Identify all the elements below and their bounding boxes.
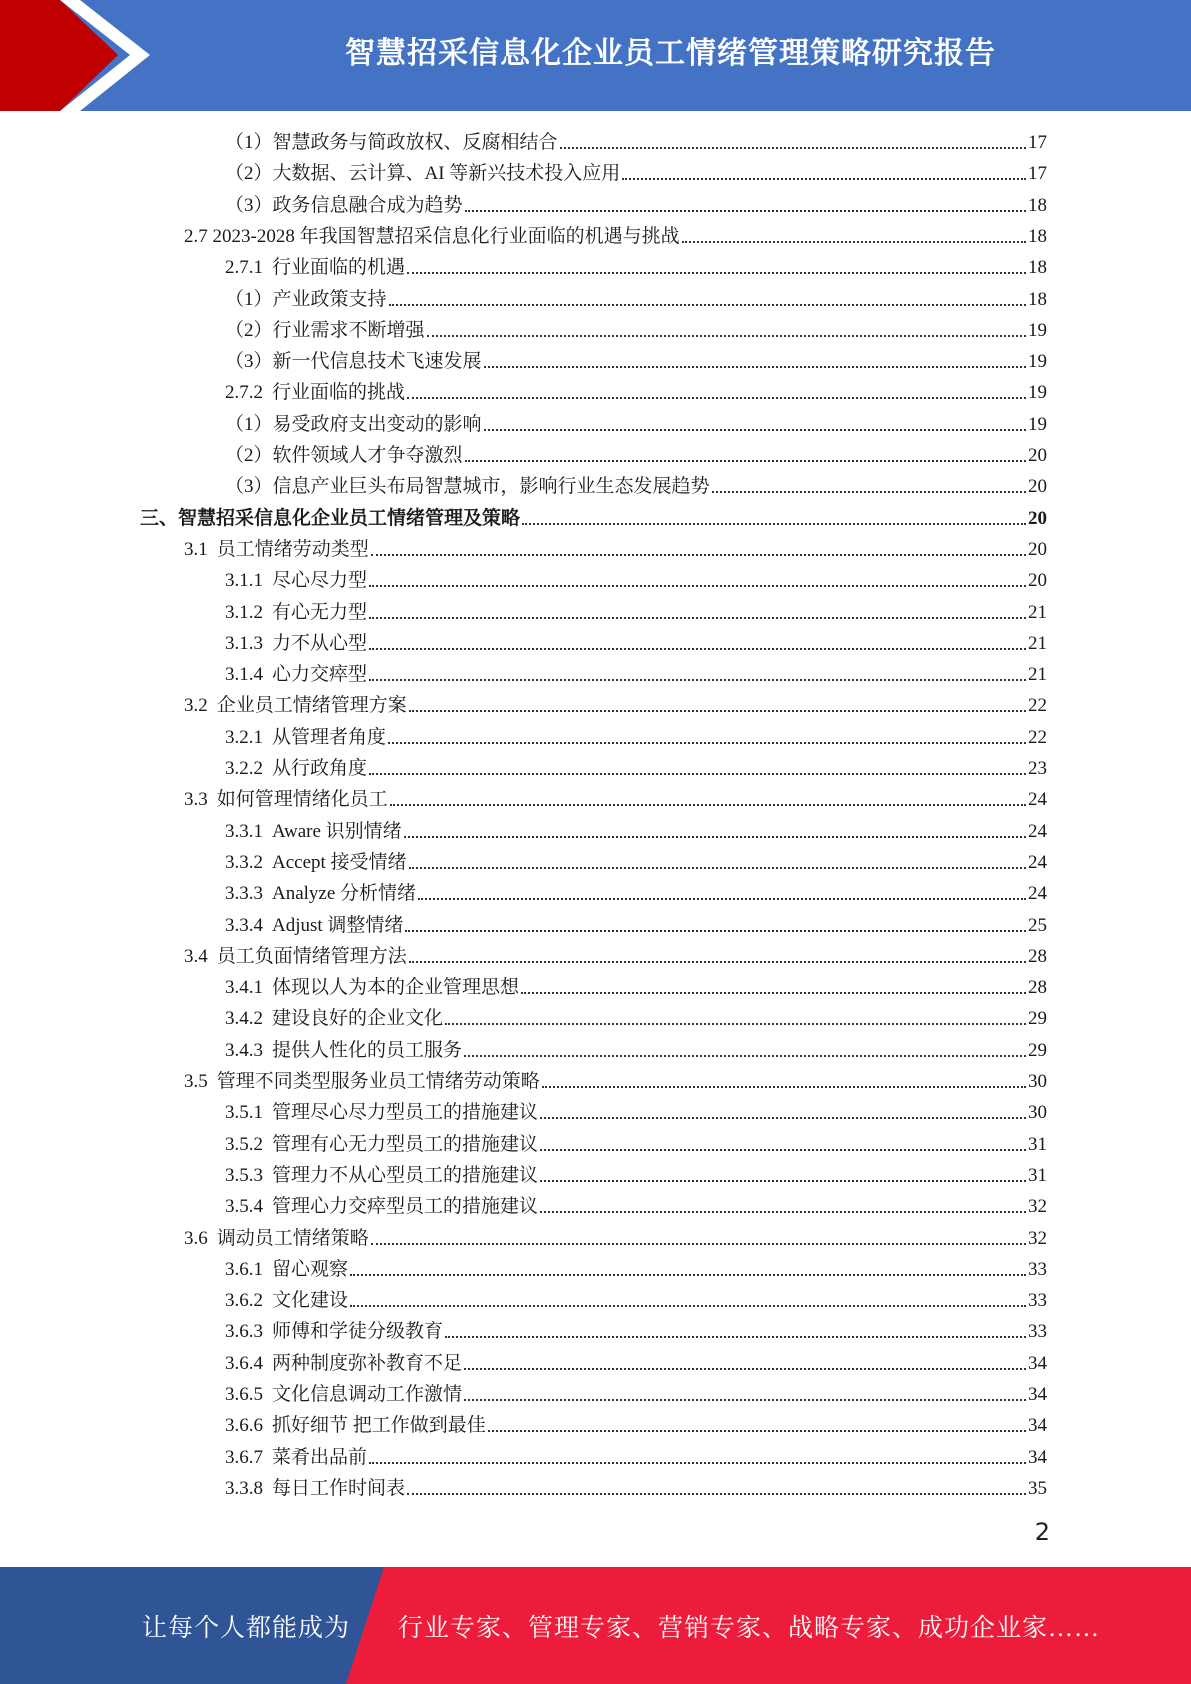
toc-entry[interactable] [184,1223,1047,1254]
toc-entry-page: 20 [1028,445,1047,466]
toc-entry-title: 管理有心无力型员工的措施建议 [272,1133,539,1155]
toc-entry-page: 25 [1028,914,1047,936]
toc-entry-title: 员工情绪劳动类型 [216,538,369,560]
toc-entry[interactable] [225,1285,1047,1316]
toc-entry-page: 33 [1028,1321,1047,1343]
toc-entry-page: 29 [1028,1039,1047,1061]
toc-entry-title: （3）信息产业巨头布局智慧城市，影响行业生态发展趋势 [225,476,710,498]
toc-entry-title: 管理尽心尽力型员工的措施建议 [272,1102,539,1124]
toc-dot-leader [540,1179,1026,1182]
toc-entry-title: 管理心力交瘁型员工的措施建议 [272,1196,539,1218]
toc-entry[interactable] [225,1410,1047,1441]
toc-dot-leader [407,396,1026,399]
toc-entry-title: （2）行业需求不断增强 [225,319,425,341]
toc-entry[interactable] [225,158,1047,189]
toc-dot-leader [445,1335,1026,1338]
toc-entry-title: 行业面临的机遇 [272,257,406,279]
toc-entry-title: 心力交瘁型 [272,664,368,686]
toc-entry[interactable] [225,1035,1047,1066]
toc-entry-title: 菜肴出品前 [272,1446,368,1468]
toc-dot-leader [560,146,1026,149]
toc-entry-title: 文化建设 [272,1290,349,1312]
toc-entry-page: 23 [1028,758,1047,779]
toc-entry-title: 管理力不从心型员工的措施建议 [272,1164,539,1186]
toc-entry-title: 2.7 2023-2028 年我国智慧招采信息化行业面临的机遇与挑战 [184,225,680,247]
toc-entry-page: 24 [1028,789,1047,811]
toc-entry-page: 31 [1028,1133,1047,1155]
toc-dot-leader [521,991,1026,994]
toc-entry-number: 3.4.1 [225,977,263,999]
toc-entry-title: （3）新一代信息技术飞速发展 [225,351,482,373]
toc-dot-leader [484,428,1026,431]
page-number: 2 [1034,1518,1050,1546]
toc-entry-number: 3.1.3 [225,632,263,654]
toc-entry[interactable] [225,847,1047,878]
toc-entry-page: 29 [1028,1008,1047,1030]
toc-dot-leader [540,1148,1026,1151]
toc-entry[interactable] [225,722,1047,753]
toc-dot-leader [369,647,1026,650]
toc-entry-page: 18 [1028,225,1047,247]
toc-entry-number: 3.1.4 [225,664,263,686]
toc-entry-page: 20 [1028,476,1047,498]
toc-entry[interactable] [225,972,1047,1003]
toc-dot-leader [427,334,1026,337]
toc-entry-page: 32 [1028,1227,1047,1249]
toc-dot-leader [407,271,1026,274]
toc-entry-title: 尽心尽力型 [272,570,368,592]
toc-dot-leader [405,929,1026,932]
toc-entry-page: 17 [1028,163,1047,185]
toc-entry[interactable] [225,1442,1047,1473]
toc-entry-number: 3.5 [184,1071,208,1092]
toc-entry-title: 每日工作时间表 [272,1477,406,1499]
toc-entry-title: Adjust 调整情绪 [272,914,404,936]
toc-entry-number: 3.1 [184,538,208,560]
toc-entry-number: 3.4.2 [225,1008,263,1030]
toc-entry[interactable] [225,346,1047,377]
toc-entry-page: 30 [1028,1102,1047,1124]
toc-entry[interactable] [225,1473,1047,1504]
toc-entry-page: 24 [1028,851,1047,873]
toc-entry[interactable] [225,565,1047,596]
toc-entry-page: 20 [1028,507,1047,529]
toc-dot-leader [465,209,1026,212]
toc-entry-title: 两种制度弥补教育不足 [272,1352,463,1374]
toc-entry[interactable] [225,1254,1047,1285]
toc-entry[interactable] [225,597,1047,628]
toc-dot-leader [388,741,1026,744]
toc-entry-page: 21 [1028,632,1047,654]
toc-entry-number: 3.1.1 [225,570,263,592]
toc-entry-title: 管理不同类型服务业员工情绪劳动策略 [216,1071,540,1092]
toc-entry[interactable] [225,910,1047,941]
toc-entry-number: 3.5.3 [225,1164,263,1186]
toc-dot-leader [369,584,1026,587]
toc-entry[interactable] [225,315,1047,346]
toc-dot-leader [464,1367,1026,1370]
toc-entry-title: Analyze 分析情绪 [272,883,417,905]
toc-entry[interactable] [225,1003,1047,1034]
toc-entry[interactable] [225,628,1047,659]
toc-entry-title: Aware 识别情绪 [272,820,402,842]
toc-entry[interactable] [225,252,1047,283]
toc-entry-page: 18 [1028,257,1047,279]
toc-dot-leader [540,1210,1026,1213]
toc-entry-title: 从管理者角度 [272,726,387,748]
toc-dot-leader [369,678,1026,681]
toc-entry[interactable] [225,1316,1047,1347]
toc-entry-title: Accept 接受情绪 [272,851,407,873]
toc-entry[interactable] [184,1066,1047,1097]
toc-entry-number: 3.3.2 [225,851,263,873]
toc-entry-page: 35 [1028,1477,1047,1499]
toc-entry-title: 从行政角度 [272,758,368,779]
toc-entry-page: 21 [1028,601,1047,623]
toc-entry-page: 19 [1028,413,1047,435]
toc-entry-page: 19 [1028,319,1047,341]
toc-entry-page: 32 [1028,1196,1047,1218]
toc-entry-page: 20 [1028,538,1047,560]
toc-entry-title: 留心观察 [272,1258,349,1280]
toc-entry-title: 师傅和学徒分级教育 [272,1321,444,1343]
toc-entry[interactable] [225,471,1047,502]
toc-entry-page: 34 [1028,1415,1047,1437]
toc-entry-page: 19 [1028,351,1047,373]
toc-dot-leader [350,1304,1026,1307]
toc-entry-page: 30 [1028,1071,1047,1092]
header-chevron-graphic [0,0,160,111]
toc-entry-page: 33 [1028,1290,1047,1312]
toc-entry-title: 三、智慧招采信息化企业员工情绪管理及策略 [140,507,521,529]
toc-dot-leader [488,1429,1026,1432]
toc-entry-page: 34 [1028,1446,1047,1468]
toc-dot-leader [464,1054,1026,1057]
toc-entry-number: 3.6.7 [225,1446,263,1468]
report-title: 智慧招采信息化企业员工情绪管理策略研究报告 [345,36,996,71]
toc-entry-title: （3）政务信息融合成为趋势 [225,194,463,216]
toc-entry-title: 如何管理情绪化员工 [216,789,388,811]
toc-dot-leader [542,1085,1026,1088]
toc-entry[interactable] [225,284,1047,315]
toc-entry[interactable] [225,1348,1047,1379]
toc-dot-leader [409,960,1026,963]
toc-entry-page: 34 [1028,1352,1047,1374]
toc-dot-leader [350,1273,1026,1276]
toc-entry-number: 3.3.8 [225,1477,263,1499]
toc-entry-number: 3.3.4 [225,914,263,936]
toc-entry-title: （2）软件领域人才争夺激烈 [225,445,463,466]
toc-dot-leader [390,803,1026,806]
toc-entry[interactable] [225,190,1047,221]
toc-entry-page: 31 [1028,1164,1047,1186]
toc-entry-number: 3.6.6 [225,1415,263,1437]
toc-entry-number: 2.7.1 [225,257,263,279]
toc-dot-leader [622,177,1026,180]
toc-entry-title: （2）大数据、云计算、AI 等新兴技术投入应用 [225,163,621,185]
toc-entry-number: 3.6.5 [225,1384,263,1405]
toc-dot-leader [369,616,1026,619]
toc-entry-number: 3.3.1 [225,820,263,842]
toc-entry-title: （1）智慧政务与简政放权、反腐相结合 [225,132,558,153]
toc-entry-page: 28 [1028,945,1047,967]
toc-entry[interactable] [225,753,1047,784]
toc-entry[interactable] [225,878,1047,909]
toc-entry-number: 3.5.1 [225,1102,263,1124]
toc-entry[interactable] [225,1129,1047,1160]
footer-slogan-right: 行业专家、管理专家、营销专家、战略专家、成功企业家…… [398,1614,1101,1642]
toc-dot-leader [682,240,1026,243]
toc-dot-leader [464,1398,1026,1401]
toc-entry[interactable] [184,690,1047,721]
toc-entry[interactable] [225,1191,1047,1222]
toc-entry[interactable] [225,377,1047,408]
toc-entry-number: 3.3.3 [225,883,263,905]
toc-entry-title: （1）易受政府支出变动的影响 [225,413,482,435]
toc-entry[interactable] [140,503,1047,534]
toc-entry-title: 提供人性化的员工服务 [272,1039,463,1061]
toc-entry-number: 3.2.1 [225,726,263,748]
toc-entry[interactable] [184,941,1047,972]
toc-entry[interactable] [225,1097,1047,1128]
toc-entry-page: 33 [1028,1258,1047,1280]
toc-dot-leader [389,303,1026,306]
toc-entry-number: 3.6.2 [225,1290,263,1312]
toc-entry-number: 3.6.3 [225,1321,263,1343]
toc-dot-leader [445,1022,1026,1025]
toc-entry-title: 有心无力型 [272,601,368,623]
toc-dot-leader [522,522,1026,525]
toc-entry-title: 抓好细节 把工作做到最佳 [272,1415,486,1437]
toc-dot-leader [369,772,1026,775]
footer-slogan-left: 让每个人都能成为 [142,1614,351,1642]
toc-entry-page: 28 [1028,977,1047,999]
toc-entry-title: 员工负面情绪管理方法 [216,945,407,967]
toc-entry[interactable] [225,409,1047,440]
toc-dot-leader [369,1461,1026,1464]
toc-entry-page: 21 [1028,664,1047,686]
toc-dot-leader [371,553,1026,556]
toc-entry-page: 17 [1028,132,1047,153]
toc-entry-title: （1）产业政策支持 [225,288,387,310]
toc-entry[interactable] [184,221,1047,252]
toc-entry-title: 企业员工情绪管理方案 [216,695,407,717]
toc-dot-leader [407,1492,1026,1495]
toc-entry-page: 18 [1028,194,1047,216]
toc-entry-page: 18 [1028,288,1047,310]
toc-entry-page: 19 [1028,382,1047,404]
toc-entry-page: 34 [1028,1384,1047,1405]
toc-entry[interactable] [225,1160,1047,1191]
toc-entry-page: 20 [1028,570,1047,592]
toc-entry-title: 建设良好的企业文化 [272,1008,444,1030]
toc-entry-page: 24 [1028,883,1047,905]
toc-entry-page: 22 [1028,726,1047,748]
toc-entry[interactable] [225,1379,1047,1410]
toc-entry-title: 调动员工情绪策略 [216,1227,369,1249]
header-banner [0,0,1191,111]
toc-dot-leader [712,490,1026,493]
toc-entry-title: 力不从心型 [272,632,368,654]
toc-dot-leader [465,459,1026,462]
toc-entry-page: 24 [1028,820,1047,842]
toc-dot-leader [409,709,1026,712]
toc-entry[interactable] [225,816,1047,847]
toc-entry[interactable] [225,127,1047,158]
toc-dot-leader [484,365,1026,368]
toc-entry-number: 3.6 [184,1227,208,1249]
footer-banner [0,1567,1191,1684]
toc-entry-number: 2.7.2 [225,382,263,404]
toc-entry-number: 3.6.4 [225,1352,263,1374]
toc-entry-number: 3.2.2 [225,758,263,779]
toc-entry-title: 体现以人为本的企业管理思想 [272,977,520,999]
toc-dot-leader [540,1116,1026,1119]
toc-entry[interactable] [225,659,1047,690]
toc-entry-number: 3.5.4 [225,1196,263,1218]
toc-entry-number: 3.3 [184,789,208,811]
toc-entry-number: 3.2 [184,695,208,717]
toc-entry-page: 22 [1028,695,1047,717]
toc-entry-number: 3.5.2 [225,1133,263,1155]
toc-entry-number: 3.4 [184,945,208,967]
toc-entry-number: 3.1.2 [225,601,263,623]
toc-dot-leader [409,866,1026,869]
toc-entry-number: 3.6.1 [225,1258,263,1280]
toc-dot-leader [404,835,1026,838]
toc-dot-leader [371,1242,1026,1245]
toc-entry[interactable] [225,440,1047,471]
toc-entry-title: 行业面临的挑战 [272,382,406,404]
toc-entry[interactable] [184,534,1047,565]
toc-entry[interactable] [184,784,1047,815]
toc-entry-number: 3.4.3 [225,1039,263,1061]
toc-entry-title: 文化信息调动工作激情 [272,1384,463,1405]
toc-dot-leader [418,897,1026,900]
